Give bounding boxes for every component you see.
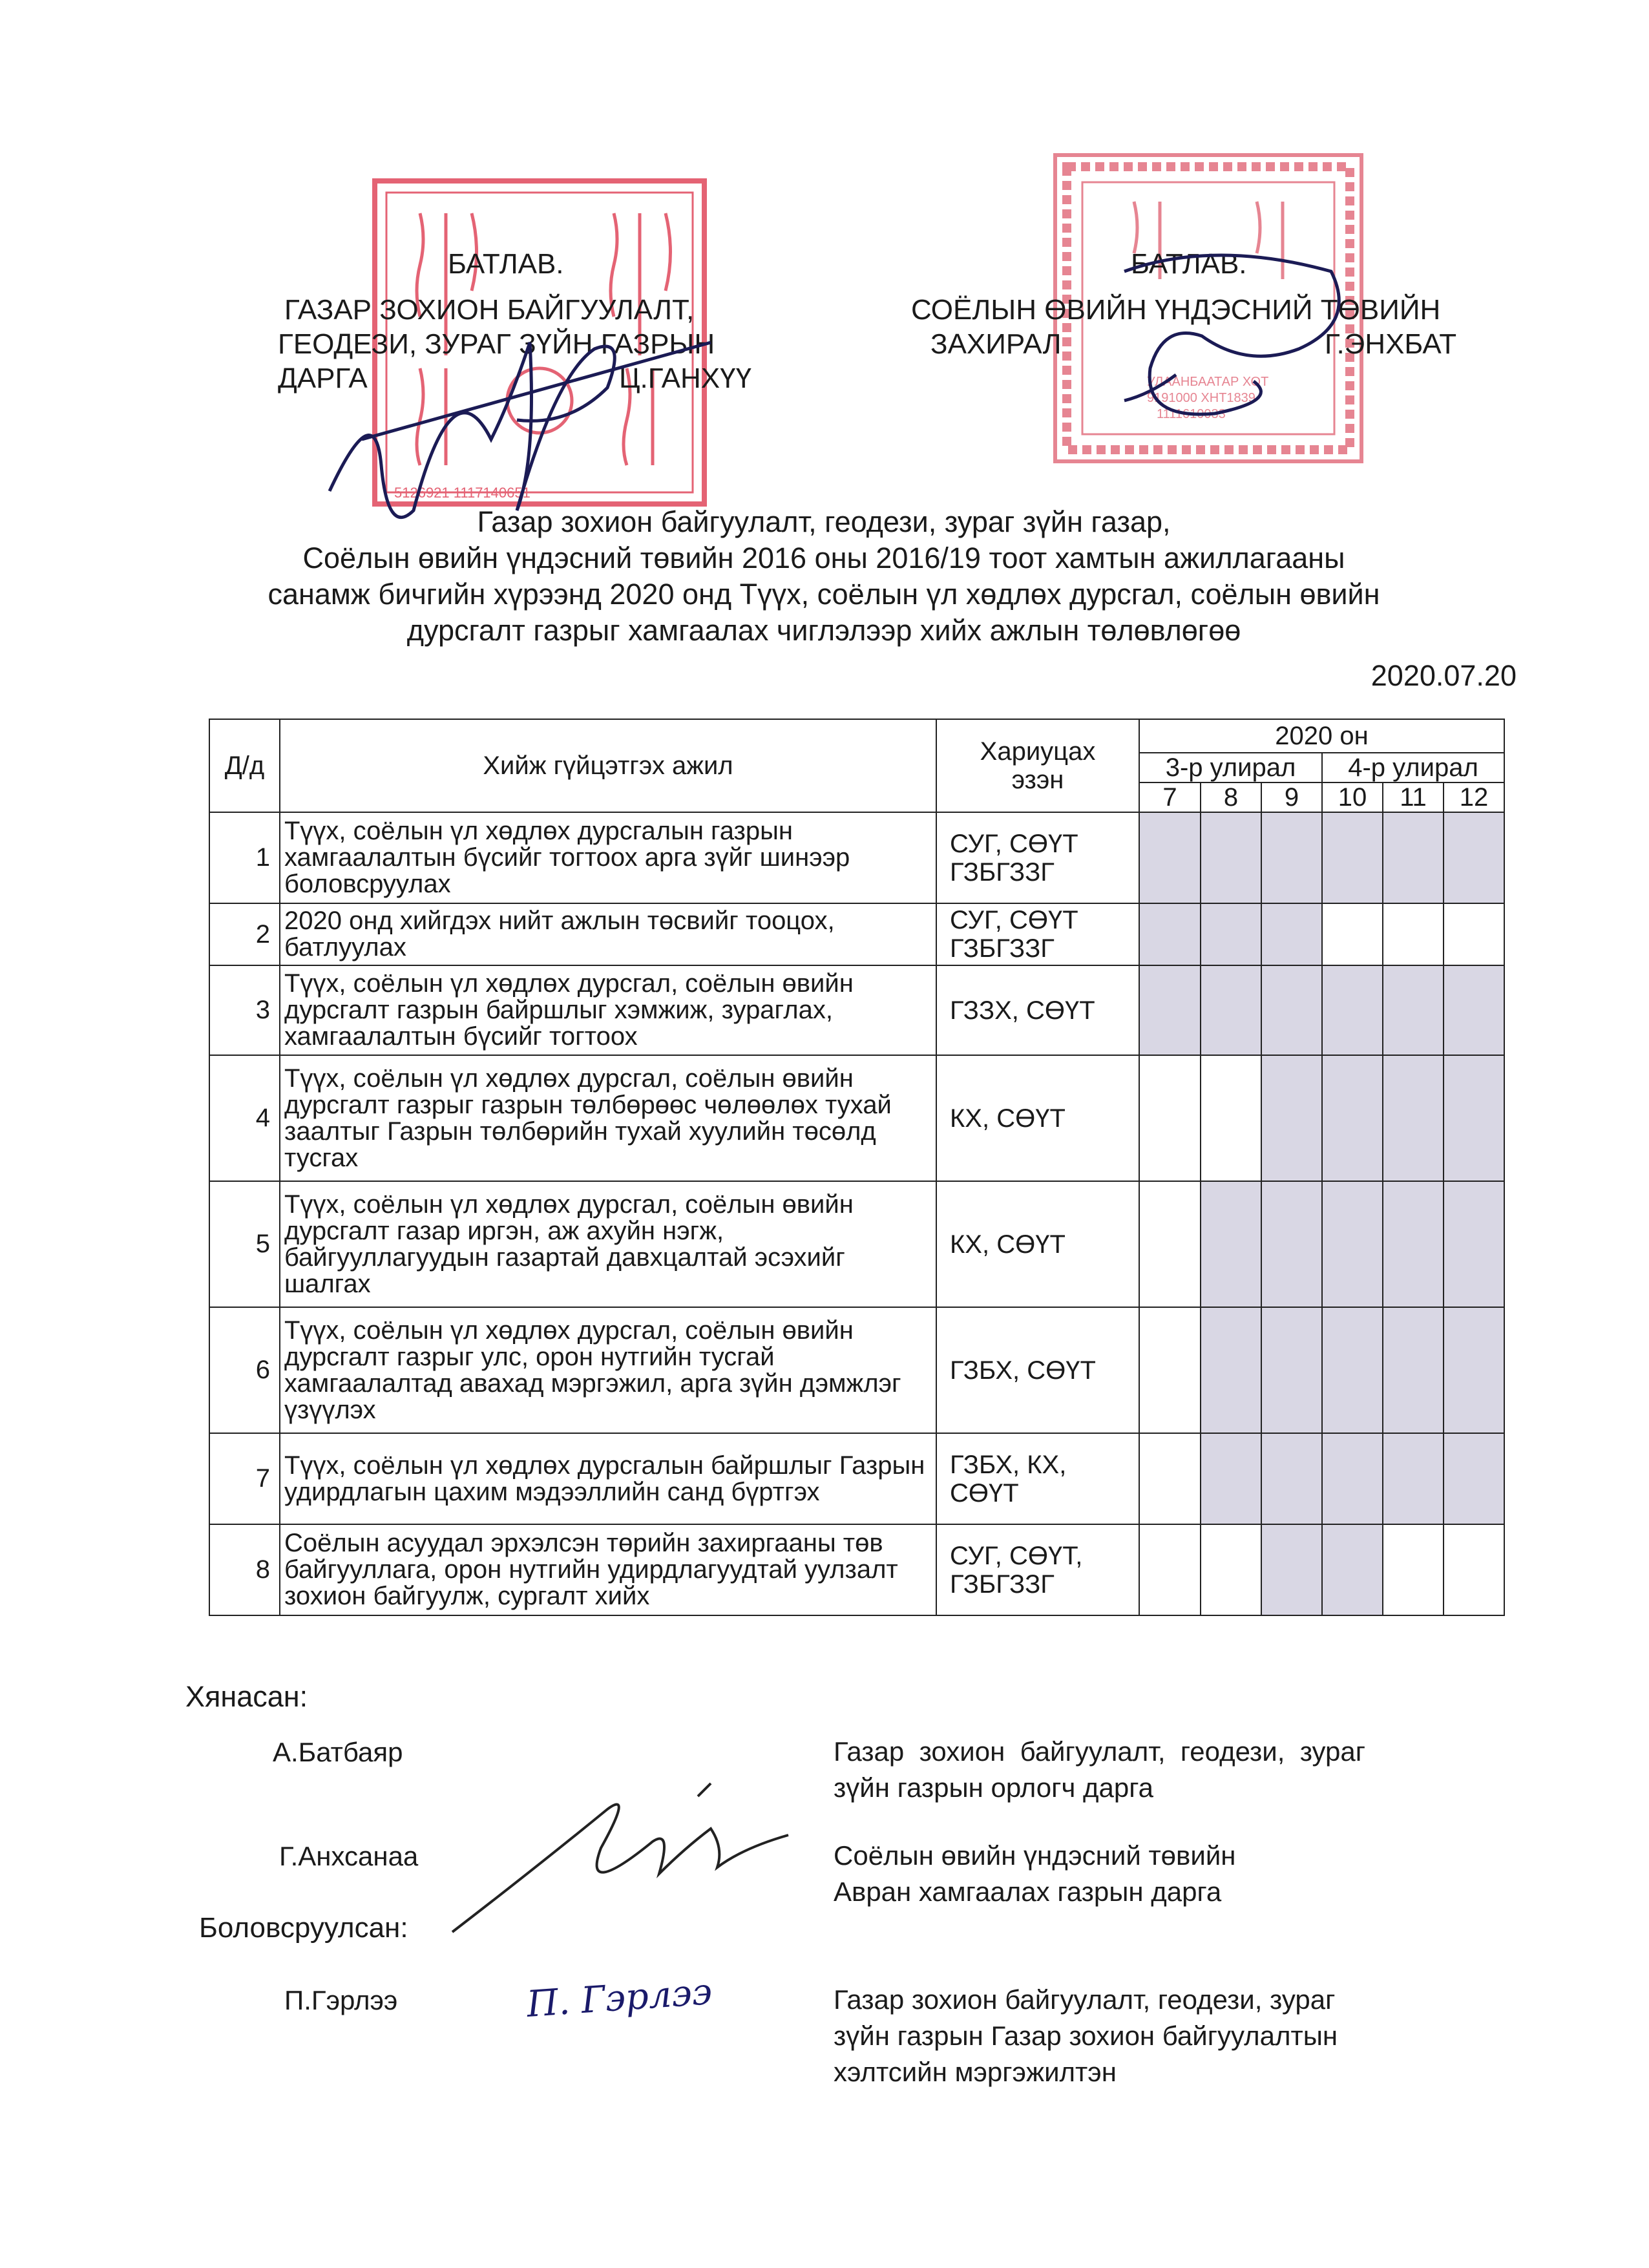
row-number: 1 bbox=[209, 812, 280, 903]
header-month: 12 bbox=[1444, 782, 1504, 812]
header-q4: 4-р улирал bbox=[1322, 753, 1504, 782]
month-cell-empty bbox=[1444, 1524, 1504, 1615]
header-year: 2020 он bbox=[1139, 719, 1504, 753]
month-cell-active bbox=[1444, 1433, 1504, 1524]
row-responsible: ГЗЗХ, СӨҮТ bbox=[936, 965, 1139, 1055]
month-cell-empty bbox=[1139, 1307, 1201, 1433]
month-cell-active bbox=[1383, 1433, 1444, 1524]
month-cell-empty bbox=[1139, 1433, 1201, 1524]
signatory-role-1-line1: Газар зохион байгуулалт, геодези, зураг bbox=[834, 1736, 1366, 1767]
month-cell-active bbox=[1201, 965, 1261, 1055]
month-cell-active bbox=[1383, 1055, 1444, 1181]
plan-row bbox=[209, 1524, 1504, 1615]
signatory-name-3: П.Гэрлээ bbox=[284, 1985, 398, 2015]
month-cell-active bbox=[1322, 965, 1383, 1055]
month-cell-active bbox=[1261, 1181, 1322, 1307]
month-cell-active bbox=[1261, 1433, 1322, 1524]
header-month: 11 bbox=[1383, 782, 1444, 812]
row-number: 7 bbox=[209, 1433, 280, 1524]
month-cell-active bbox=[1261, 812, 1322, 903]
month-cell-active bbox=[1444, 812, 1504, 903]
month-cell-empty bbox=[1383, 1524, 1444, 1615]
month-cell-active bbox=[1139, 903, 1201, 965]
row-number: 3 bbox=[209, 965, 280, 1055]
row-responsible: КХ, СӨҮТ bbox=[936, 1055, 1139, 1181]
signatory-role-2-line1: Соёлын өвийн үндэсний төвийн bbox=[834, 1840, 1236, 1871]
month-cell-empty bbox=[1139, 1181, 1201, 1307]
month-cell-active bbox=[1444, 1307, 1504, 1433]
row-task: Түүх, соёлын үл хөдлөх дурсгалын байршлыг Газрын удирдлагын цахим мэдээллийн санд бүртгэх bbox=[280, 1433, 936, 1524]
row-task: Соёлын асуудал эрхэлсэн төрийн захиргааны төв байгууллага, орон нутгийн удирдлагуудтай уулзалт зохион байгуулж, сургалт хийх bbox=[280, 1524, 936, 1615]
title-line-1: Газар зохион байгуулалт, геодези, зураг зүйн газар, bbox=[477, 505, 1171, 538]
row-responsible: КХ, СӨҮТ bbox=[936, 1181, 1139, 1307]
header-q3: 3-р улирал bbox=[1139, 753, 1322, 782]
row-task: Түүх, соёлын үл хөдлөх дурсгал, соёлын өвийн дурсгалт газрын байршлыг хэмжиж, зураглах, хамгаалалтын бүсийг тогтоох bbox=[280, 965, 936, 1055]
signatory-role-2 bbox=[834, 1838, 1235, 1910]
month-cell-active bbox=[1444, 965, 1504, 1055]
title-line-4: дурсгалт газрыг хамгаалах чиглэлээр хийх ажлын төлөвлөгөө bbox=[406, 614, 1241, 647]
signatory-role-3-line1: Газар зохион байгуулалт, геодези, зураг bbox=[834, 1984, 1336, 2015]
month-cell-empty bbox=[1322, 903, 1383, 965]
row-responsible: СУГ, СӨҮТ ГЗБГЗЗГ bbox=[936, 903, 1139, 965]
approval-left-line1: ГАЗАР ЗОХИОН БАЙГУУЛАЛТ, bbox=[284, 294, 695, 326]
signatory-role-1 bbox=[834, 1734, 1365, 1806]
header-month: 8 bbox=[1201, 782, 1261, 812]
month-cell-empty bbox=[1201, 1524, 1261, 1615]
plan-row bbox=[209, 1433, 1504, 1524]
reviewed-label: Хянасан: bbox=[185, 1680, 308, 1713]
plan-row bbox=[209, 965, 1504, 1055]
month-cell-active bbox=[1383, 1307, 1444, 1433]
month-cell-empty bbox=[1139, 1055, 1201, 1181]
plan-date: 2020.07.20 bbox=[1371, 659, 1517, 692]
month-cell-active bbox=[1261, 1524, 1322, 1615]
row-number: 5 bbox=[209, 1181, 280, 1307]
plan-row bbox=[209, 1055, 1504, 1181]
month-cell-active bbox=[1322, 1524, 1383, 1615]
reviewer-signature bbox=[439, 1770, 827, 1945]
month-cell-active bbox=[1201, 812, 1261, 903]
month-cell-active bbox=[1383, 812, 1444, 903]
signatory-role-3 bbox=[834, 1982, 1338, 2090]
month-cell-active bbox=[1322, 1181, 1383, 1307]
month-cell-empty bbox=[1383, 903, 1444, 965]
left-stamp-numbers: 5126921 1117140651 bbox=[394, 485, 530, 501]
approval-left-heading: БАТЛАВ. bbox=[448, 248, 564, 280]
signatory-role-3-line2: зүйн газрын Газар зохион байгуулалтын bbox=[834, 2021, 1338, 2051]
svg-text:9191000 ХНТ1839: 9191000 ХНТ1839 bbox=[1147, 391, 1255, 405]
row-responsible: СУГ, СӨҮТ ГЗБГЗЗГ bbox=[936, 812, 1139, 903]
title-line-2: Соёлын өвийн үндэсний төвийн 2016 оны 2016/19 тоот хамтын ажиллагааны bbox=[302, 541, 1345, 574]
approval-left-line2: ГЕОДЕЗИ, ЗУРАГ ЗҮЙН ГАЗРЫН bbox=[278, 328, 715, 360]
month-cell-active bbox=[1201, 1433, 1261, 1524]
month-cell-active bbox=[1201, 903, 1261, 965]
approval-right-heading: БАТЛАВ. bbox=[1131, 248, 1247, 280]
row-task: Түүх, соёлын үл хөдлөх дурсгал, соёлын өвийн дурсгалт газрыг газрын төлбөрөөс чөлөөлөх тухай заалтыг Газрын төлбөрийн тухай хуулийн төсөлд тусгах bbox=[280, 1055, 936, 1181]
right-approval-signature bbox=[1086, 246, 1357, 446]
header-responsible: Хариуцах эзэн bbox=[936, 719, 1139, 812]
month-cell-active bbox=[1383, 965, 1444, 1055]
month-cell-active bbox=[1322, 812, 1383, 903]
month-cell-active bbox=[1139, 812, 1201, 903]
row-task: Түүх, соёлын үл хөдлөх дурсгал, соёлын өвийн дурсгалт газар иргэн, аж ахуйн нэгж, байгууллагуудын газартай давхцалтай эсэхийг шалгах bbox=[280, 1181, 936, 1307]
preparer-handwritten-signature: П. Гэрлээ bbox=[525, 1971, 714, 2026]
signatory-role-2-line2: Авран хамгаалах газрын дарга bbox=[834, 1876, 1222, 1907]
prepared-label: Боловсруулсан: bbox=[199, 1912, 408, 1944]
month-cell-active bbox=[1322, 1433, 1383, 1524]
signatory-name-2: Г.Анхсанаа bbox=[279, 1841, 419, 1871]
month-cell-active bbox=[1139, 965, 1201, 1055]
month-cell-active bbox=[1201, 1307, 1261, 1433]
svg-text:1111610033: 1111610033 bbox=[1157, 407, 1226, 421]
svg-text:УЛААНБААТАР ХОТ: УЛААНБААТАР ХОТ bbox=[1147, 375, 1269, 389]
month-cell-empty bbox=[1139, 1524, 1201, 1615]
left-approval-signature bbox=[323, 297, 737, 530]
plan-row bbox=[209, 1181, 1504, 1307]
month-cell-active bbox=[1261, 1055, 1322, 1181]
approval-left-name: Ц.ГАНХҮҮ bbox=[619, 362, 752, 394]
header-num: Д/д bbox=[209, 719, 280, 812]
row-number: 8 bbox=[209, 1524, 280, 1615]
approval-left-position: ДАРГА bbox=[278, 362, 368, 394]
month-cell-active bbox=[1261, 1307, 1322, 1433]
header-month: 9 bbox=[1261, 782, 1322, 812]
month-cell-active bbox=[1322, 1307, 1383, 1433]
signatory-name-1: А.Батбаяр bbox=[273, 1737, 403, 1767]
row-number: 2 bbox=[209, 903, 280, 965]
month-cell-active bbox=[1322, 1055, 1383, 1181]
month-cell-empty bbox=[1201, 1055, 1261, 1181]
row-task: Түүх, соёлын үл хөдлөх дурсгалын газрын хамгаалалтын бүсийг тогтоох арга зүйг шинээр боловсруулах bbox=[280, 812, 936, 903]
month-cell-active bbox=[1383, 1181, 1444, 1307]
approval-right-position: ЗАХИРАЛ bbox=[930, 328, 1062, 360]
header-month: 7 bbox=[1139, 782, 1201, 812]
signatory-role-1-line2: зүйн газрын орлогч дарга bbox=[834, 1772, 1153, 1803]
month-cell-active bbox=[1201, 1181, 1261, 1307]
plan-title bbox=[194, 504, 1454, 649]
approval-right-line1: СОЁЛЫН ӨВИЙН ҮНДЭСНИЙ ТӨВИЙН bbox=[911, 294, 1441, 326]
month-cell-active bbox=[1444, 1181, 1504, 1307]
month-cell-active bbox=[1261, 965, 1322, 1055]
plan-row bbox=[209, 812, 1504, 903]
header-task: Хийж гүйцэтгэх ажил bbox=[280, 719, 936, 812]
work-plan-table bbox=[209, 719, 1505, 1616]
month-cell-active bbox=[1444, 1055, 1504, 1181]
signatory-role-3-line3: хэлтсийн мэргэжилтэн bbox=[834, 2057, 1117, 2087]
row-responsible: ГЗБХ, СӨҮТ bbox=[936, 1307, 1139, 1433]
row-number: 6 bbox=[209, 1307, 280, 1433]
row-number: 4 bbox=[209, 1055, 280, 1181]
row-task: Түүх, соёлын үл хөдлөх дурсгал, соёлын өвийн дурсгалт газрыг улс, орон нутгийн тусгай хамгаалалтад авахад мэргэжил, арга зүйн дэмжлэг үзүүлэх bbox=[280, 1307, 936, 1433]
row-task: 2020 онд хийгдэх нийт ажлын төсвийг тооцох, батлуулах bbox=[280, 903, 936, 965]
row-responsible: СУГ, СӨҮТ, ГЗБГЗЗГ bbox=[936, 1524, 1139, 1615]
row-responsible: ГЗБХ, КХ, СӨҮТ bbox=[936, 1433, 1139, 1524]
title-line-3: санамж бичгийн хүрээнд 2020 онд Түүх, соёлын үл хөдлөх дурсгал, соёлын өвийн bbox=[268, 578, 1380, 611]
month-cell-empty bbox=[1444, 903, 1504, 965]
month-cell-active bbox=[1261, 903, 1322, 965]
plan-row bbox=[209, 903, 1504, 965]
approval-right-name: Г.ЭНХБАТ bbox=[1325, 328, 1457, 360]
header-month: 10 bbox=[1322, 782, 1383, 812]
plan-row bbox=[209, 1307, 1504, 1433]
